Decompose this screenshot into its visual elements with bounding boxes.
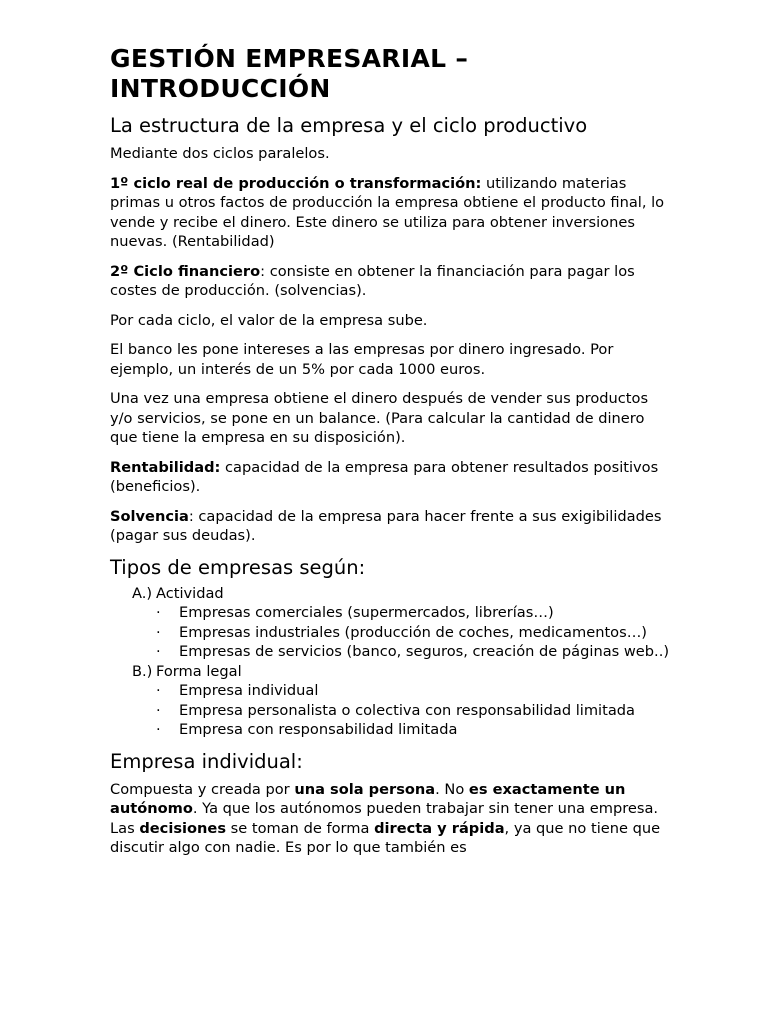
list-item <box>156 623 670 643</box>
bullet-icon: · <box>156 643 161 660</box>
sublist-forma-legal <box>156 681 670 740</box>
list-marker: B.) <box>132 662 153 680</box>
list-item-text: Empresas industriales (producción de coches, medicamentos…) <box>179 623 647 641</box>
bold-run: decisiones <box>139 819 227 837</box>
bold-run: es exactamente un autónomo <box>110 780 626 817</box>
document-page <box>110 44 670 868</box>
bullet-icon: · <box>156 604 161 621</box>
list-item <box>156 681 670 701</box>
paragraph-ciclo-financiero <box>110 262 670 301</box>
text-rentabilidad: capacidad de la empresa para obtener resultados positivos (beneficios). <box>110 458 659 495</box>
paragraph-empresa-individual <box>110 780 670 858</box>
bold-run: una sola persona <box>294 780 436 798</box>
bullet-icon: · <box>156 721 161 738</box>
text-solvencia: : capacidad de la empresa para hacer frente a sus exigibilidades (pagar sus deudas). <box>110 507 662 544</box>
list-item-text: Empresa con responsabilidad limitada <box>179 721 458 738</box>
paragraph-solvencia <box>110 507 670 546</box>
list-item <box>156 603 670 623</box>
text-ciclo-real: utilizando materias primas u otros factos de producción la empresa obtiene el producto final, lo vende y recibe el dinero. Este dinero se utiliza para obtener inversiones nuevas. (Rentabilidad) <box>110 174 665 250</box>
bullet-icon: · <box>156 623 161 641</box>
text-run: , ya que no tiene que discutir algo con nadie. Es por lo que también es <box>110 819 661 856</box>
term-solvencia: Solvencia <box>110 507 189 525</box>
paragraph-ciclo-real <box>110 174 670 252</box>
list-label: Actividad <box>156 584 224 602</box>
list-item-text: Empresas comerciales (supermercados, librerías…) <box>179 604 554 621</box>
list-item-text: Empresas de servicios (banco, seguros, creación de páginas web..) <box>179 643 670 660</box>
term-rentabilidad: Rentabilidad: <box>110 458 221 476</box>
list-item <box>156 701 670 721</box>
text-run: se toman de forma <box>226 819 375 837</box>
section-heading-empresa-individual: Empresa individual: <box>110 749 303 773</box>
paragraph-banco: El banco les pone intereses a las empresas por dinero ingresado. Por ejemplo, un interés de un 5% por cada 1000 euros. <box>110 341 614 378</box>
bold-run: directa y rápida <box>374 819 505 837</box>
bullet-icon: · <box>156 701 161 719</box>
list-item-forma-legal <box>110 662 670 740</box>
list-label: Forma legal <box>156 662 242 680</box>
term-ciclo-financiero: 2º Ciclo financiero <box>110 262 261 280</box>
section-heading-tipos: Tipos de empresas según: <box>110 555 366 579</box>
paragraph-valor: Por cada ciclo, el valor de la empresa sube. <box>110 311 428 329</box>
text-run: . No <box>435 780 469 798</box>
paragraph-rentabilidad <box>110 458 670 497</box>
list-item-actividad <box>110 584 670 662</box>
bullet-icon: · <box>156 682 161 699</box>
list-item <box>156 642 670 662</box>
section-heading-estructura: La estructura de la empresa y el ciclo productivo <box>110 114 588 137</box>
list-marker: A.) <box>132 584 153 602</box>
term-ciclo-real: 1º ciclo real de producción o transformación: <box>110 174 482 192</box>
text-run: . Ya que los autónomos pueden trabajar sin tener una empresa. Las <box>110 800 659 837</box>
paragraph-balance: Una vez una empresa obtiene el dinero después de vender sus productos y/o servicios, se pone en un balance. (Para calcular la cantidad de dinero que tiene la empresa en su disposición). <box>110 390 649 446</box>
list-item-text: Empresa individual <box>179 682 319 699</box>
paragraph-intro: Mediante dos ciclos paralelos. <box>110 145 330 162</box>
document-title: GESTIÓN EMPRESARIAL – INTRODUCCIÓN <box>110 44 469 103</box>
list-item-text: Empresa personalista o colectiva con responsabilidad limitada <box>179 701 635 719</box>
text-ciclo-financiero: : consiste en obtener la financiación para pagar los costes de producción. (solvencias). <box>110 262 635 299</box>
sublist-actividad <box>156 603 670 662</box>
list-item <box>156 720 670 740</box>
text-run: Compuesta y creada por <box>110 780 295 798</box>
tipos-list <box>110 584 670 740</box>
